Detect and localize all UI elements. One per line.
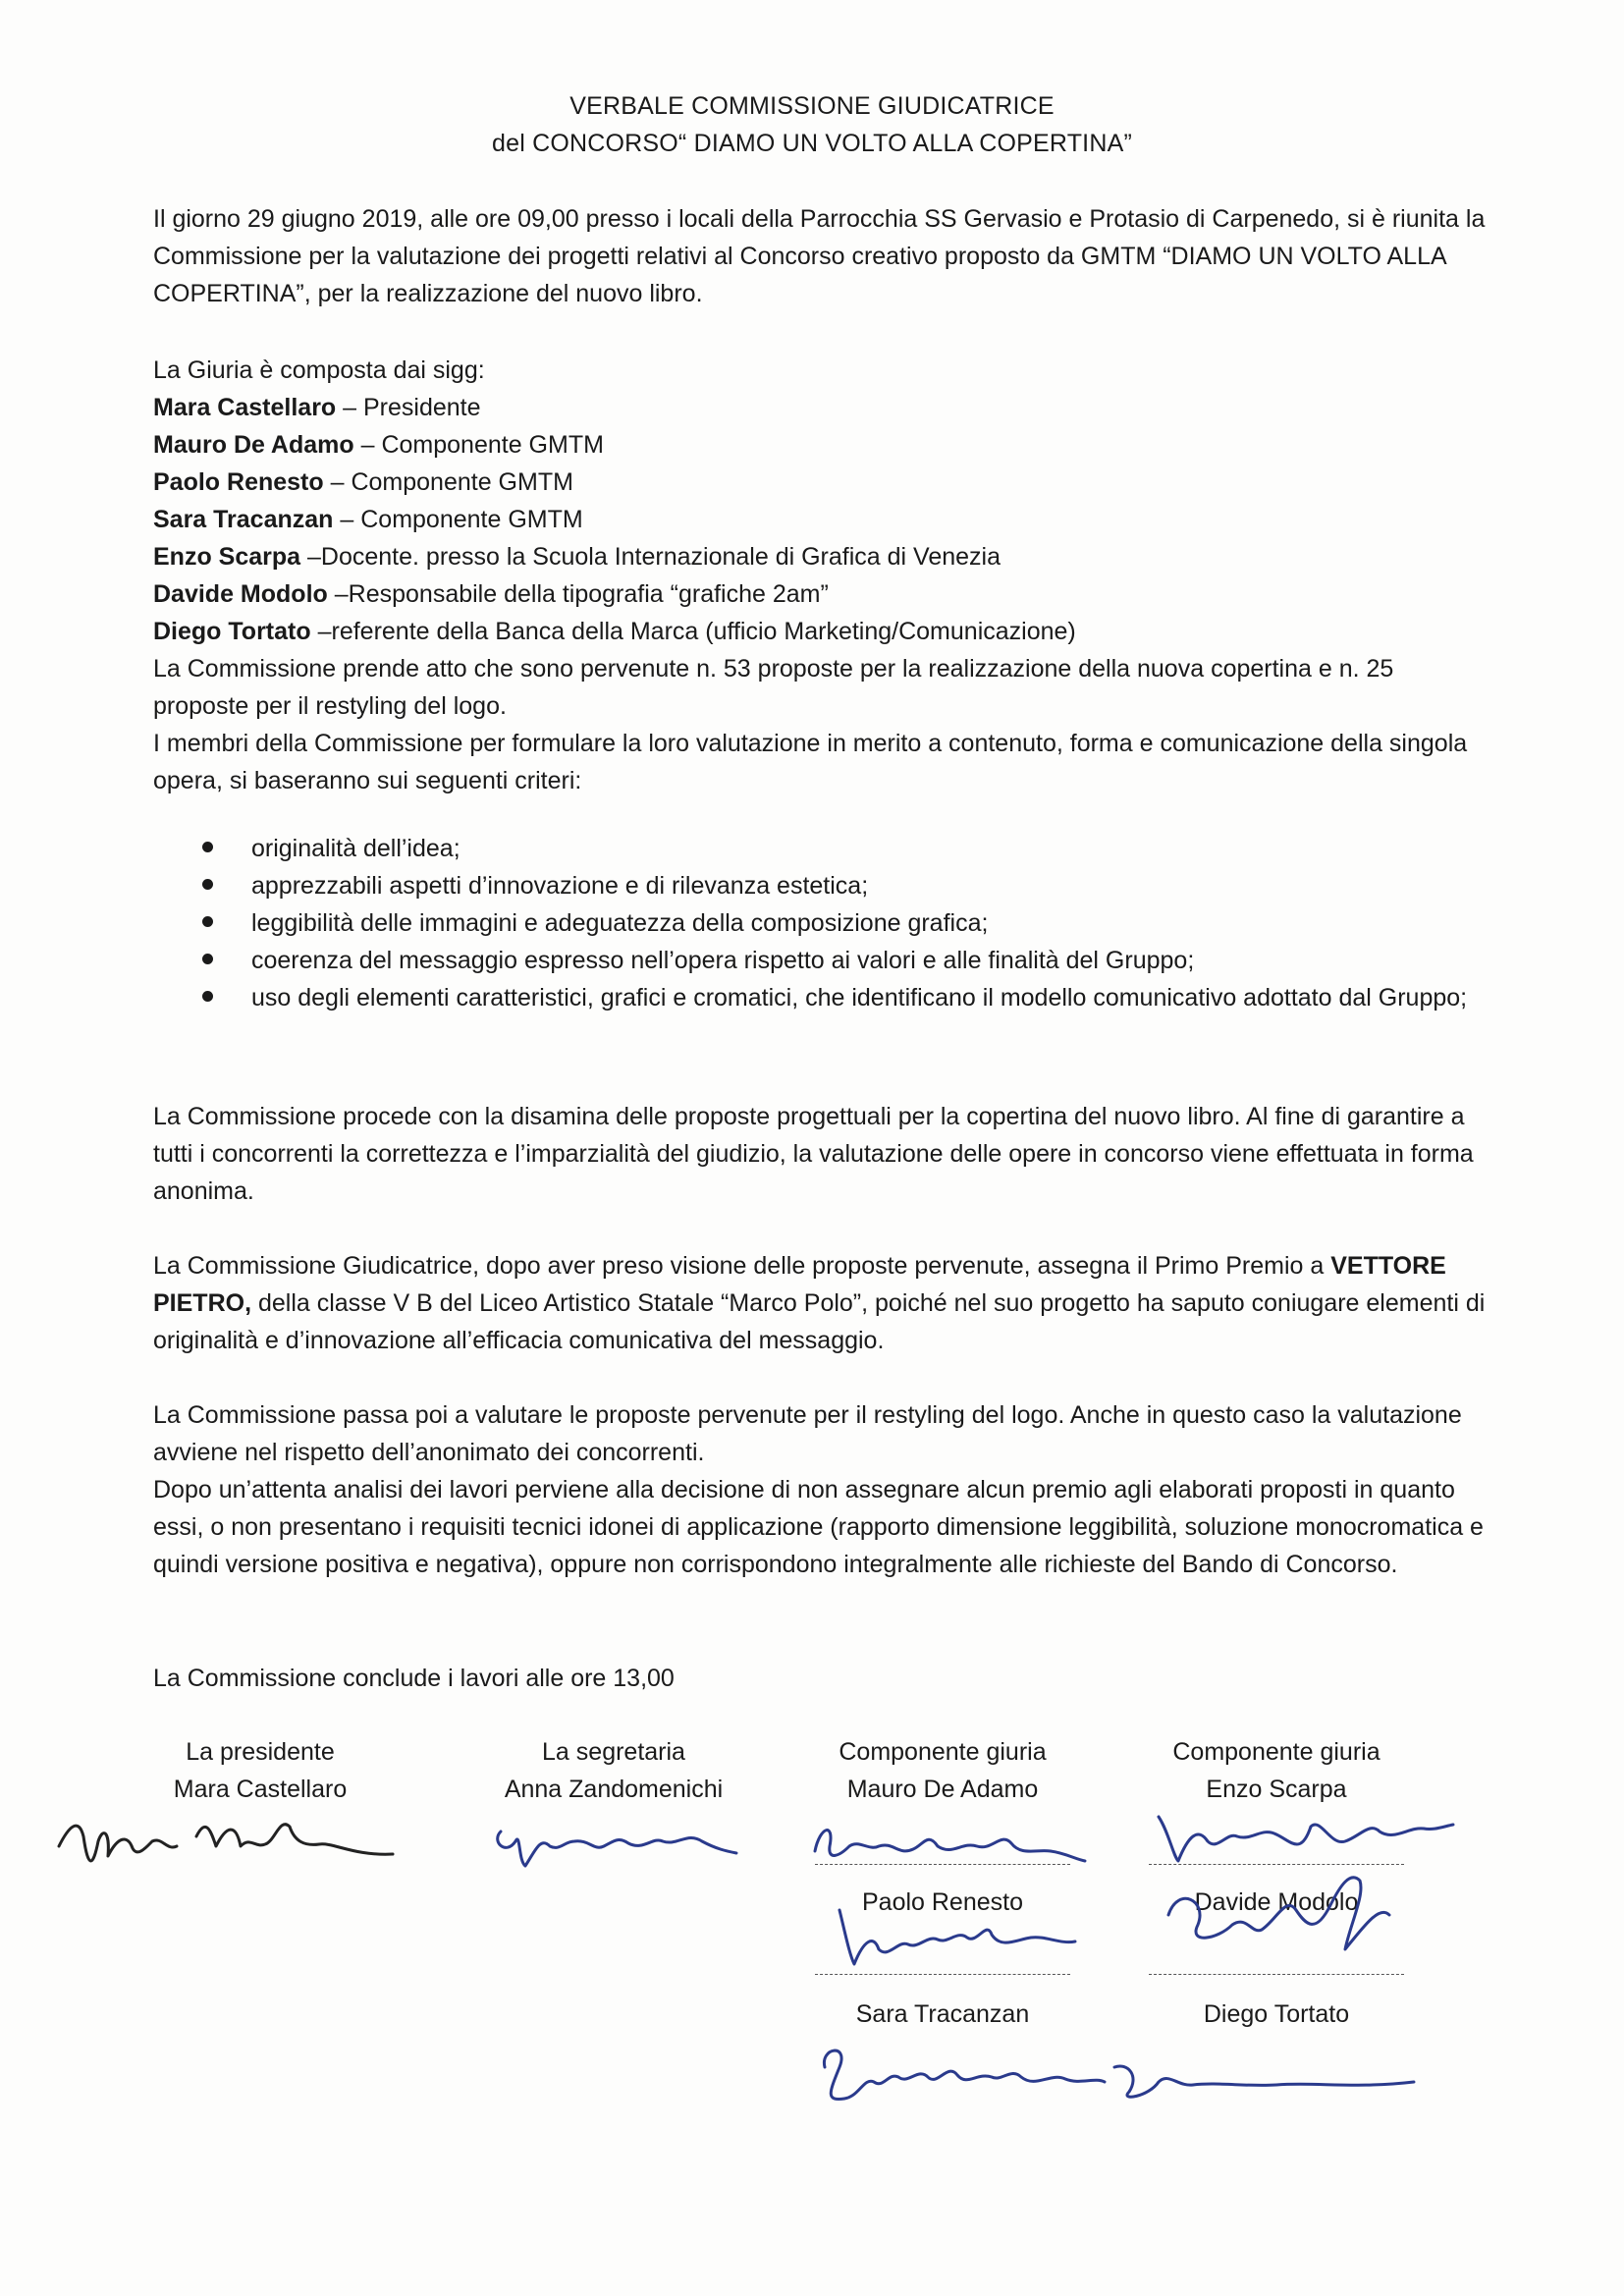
criteria-intro: I membri della Commissione per formulare la loro valutazione in merito a contenuto, forma e comunicazione della singola opera, si baseranno sui seguenti criteri:: [153, 730, 1468, 794]
signature-name: Mara Castellaro: [173, 1776, 348, 1803]
member-name: Mauro De Adamo: [153, 431, 354, 459]
jury-member: [153, 538, 1489, 575]
jury-member: [153, 464, 1489, 501]
logo-decision-text: Dopo un’attenta analisi dei lavori perviene alla decisione di non assegnare alcun premio agli elaborati proposti in quanto essi, o non presentano i requisiti tecnici idonei di applicazione (rapporto dimensione leggibilità, soluzione monocromatica e quindi versione positiva e negativa), oppure non corrispondono integralmente alle richieste del Bando di Concorso.: [153, 1476, 1484, 1578]
intro-text: Il giorno 29 giugno 2019, alle ore 09,00 presso i locali della Parrocchia SS Gervasio e Protasio di Carpenedo, si è riunita la Commissione per la valutazione dei progetti relativi al Concorso creativo proposto da GMTM “DIAMO UN VOLTO ALLA COPERTINA”, per la realizzazione del nuovo libro.: [153, 205, 1486, 307]
criteria-text: apprezzabili aspetti d’innovazione e di rilevanza estetica;: [251, 872, 869, 900]
jury-member: [153, 575, 1489, 613]
signature-name: Anna Zandomenichi: [504, 1776, 724, 1803]
criteria-item: [202, 830, 1479, 867]
signature-role: Componente giuria: [839, 1738, 1047, 1766]
signature-line: [1149, 1974, 1404, 1975]
member-role: – Componente GMTM: [353, 431, 604, 459]
bullet-icon: [202, 842, 213, 852]
bullet-icon: [202, 879, 213, 890]
criteria-item: [202, 979, 1479, 1016]
examination-paragraph: [153, 1098, 1489, 1210]
jury-intro: La Giuria è composta dai sigg:: [153, 356, 485, 384]
signature-line: [815, 1974, 1070, 1975]
member-signature: [805, 2028, 1453, 2116]
proposals-text: La Commissione prende atto che sono pervenute n. 53 proposte per la realizzazione della nuova copertina e n. 25 proposte per il restyling del logo.: [153, 655, 1394, 720]
award-post: della classe V B del Liceo Artistico Statale “Marco Polo”, poiché nel suo progetto ha saputo coniugare elementi di originalità e d’innovazione all’efficacia comunicativa del messaggio.: [153, 1289, 1486, 1354]
bullet-icon: [202, 954, 213, 964]
jury-section: [153, 352, 1489, 799]
member-role: –Responsabile della tipografia “grafiche 2am”: [327, 580, 829, 608]
bullet-icon: [202, 991, 213, 1002]
criteria-item: [202, 904, 1479, 942]
closing-paragraph: [153, 1660, 1489, 1697]
criteria-text: leggibilità delle immagini e adeguatezza della composizione grafica;: [251, 909, 989, 937]
closing-text: La Commissione conclude i lavori alle ore 13,00: [153, 1665, 675, 1692]
criteria-list: [202, 830, 1479, 1016]
member-signature-block: [815, 1733, 1070, 1808]
member-role: –Docente. presso la Scuola Internazionale di Grafica di Venezia: [300, 543, 1001, 571]
criteria-item: [202, 942, 1479, 979]
signature-role: La segretaria: [542, 1738, 685, 1766]
member-role: –referente della Banca della Marca (ufficio Marketing/Comunicazione): [310, 618, 1076, 645]
criteria-item: [202, 867, 1479, 904]
logo-paragraph: [153, 1396, 1489, 1583]
award-text: [153, 1247, 1489, 1359]
member-signature: [1139, 1856, 1414, 1974]
criteria-text: coerenza del messaggio espresso nell’opera rispetto ai valori e alle finalità del Gruppo;: [251, 947, 1195, 974]
award-pre: La Commissione Giudicatrice, dopo aver preso visione delle proposte pervenute, assegna il Primo Premio a: [153, 1252, 1331, 1280]
criteria-text: uso degli elementi caratteristici, grafici e cromatici, che identificano il modello comunicativo adottato dal Gruppo;: [251, 984, 1468, 1011]
award-winner: VETTORE PIETRO,: [153, 1252, 1446, 1317]
signature-name: Davide Modolo: [1194, 1888, 1359, 1916]
logo-eval-text: La Commissione passa poi a valutare le proposte pervenute per il restyling del logo. Anche in questo caso la valutazione avviene nel rispetto dell’anonimato dei concorrenti.: [153, 1401, 1462, 1466]
signature-role: La presidente: [186, 1738, 335, 1766]
signature-name: Diego Tortato: [1203, 2000, 1350, 2028]
signature-role: Componente giuria: [1172, 1738, 1380, 1766]
jury-member: [153, 613, 1489, 650]
member-name: Enzo Scarpa: [153, 543, 301, 571]
member-name: Davide Modolo: [153, 580, 328, 608]
member-signature: [820, 1890, 1095, 1974]
bullet-icon: [202, 916, 213, 927]
examination-text: La Commissione procede con la disamina delle proposte progettuali per la copertina del nuovo libro. Al fine di garantire a tutti i concorrenti la correttezza e l’imparzialità del giudizio, la valutazione delle opere in concorso viene effettuata in forma anonima.: [153, 1103, 1474, 1205]
president-signature: [39, 1787, 412, 1895]
member-name: Paolo Renesto: [153, 468, 324, 496]
member-name: Mara Castellaro: [153, 394, 337, 421]
signature-name: Mauro De Adamo: [846, 1776, 1039, 1803]
member-role: – Componente GMTM: [323, 468, 573, 496]
award-paragraph: [153, 1247, 1489, 1359]
member-name: Diego Tortato: [153, 618, 311, 645]
signature-name: Paolo Renesto: [861, 1888, 1023, 1916]
criteria-text: originalità dell’idea;: [251, 835, 460, 862]
member-role: – Presidente: [336, 394, 481, 421]
jury-member: [153, 501, 1489, 538]
secretary-signature: [481, 1792, 746, 1881]
jury-member: [153, 426, 1489, 464]
member-signature: [800, 1802, 1095, 1881]
signature-name: Enzo Scarpa: [1206, 1776, 1347, 1803]
signature-name: Sara Tracanzan: [855, 2000, 1030, 2028]
document-subtitle: del CONCORSO“ DIAMO UN VOLTO ALLA COPERTINA”: [491, 130, 1132, 157]
member-name: Sara Tracanzan: [153, 506, 334, 533]
document-title: VERBALE COMMISSIONE GIUDICATRICE: [569, 92, 1055, 120]
jury-member: [153, 389, 1489, 426]
member-role: – Componente GMTM: [333, 506, 583, 533]
intro-paragraph: [153, 200, 1489, 312]
